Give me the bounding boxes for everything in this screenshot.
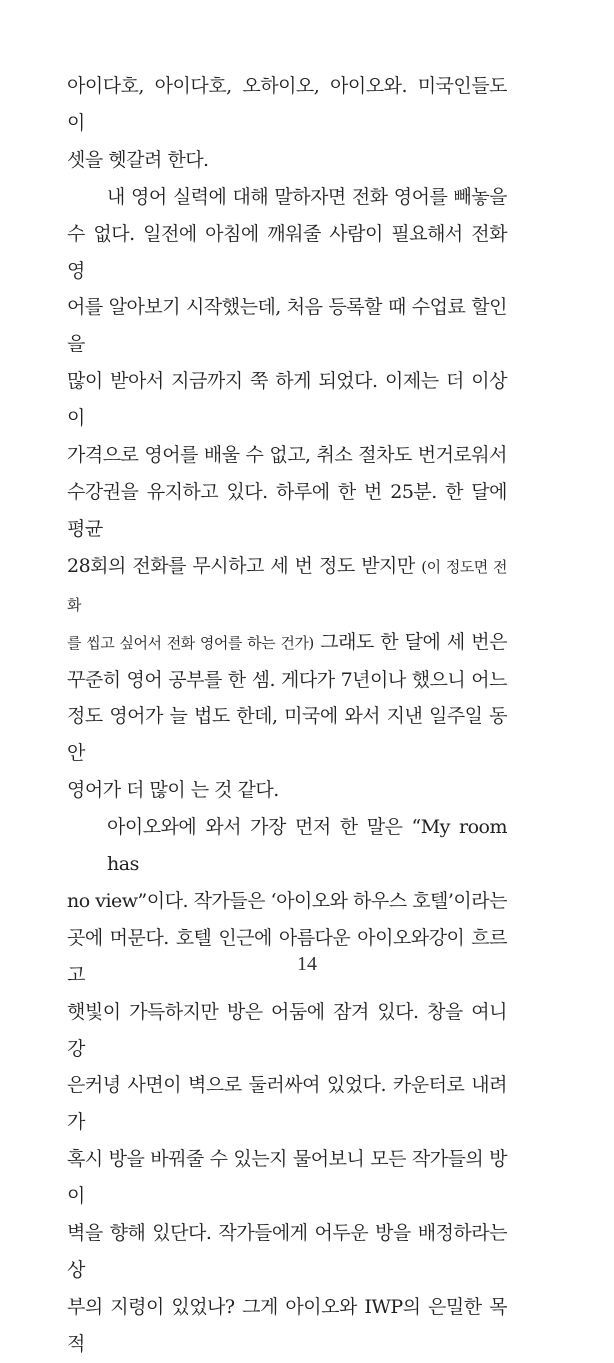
line-text: 많이 받아서 지금까지 쭉 하게 되었다. 이제는 더 이상 이 [67,370,507,430]
line-text: 부의 지령이 있었나? 그게 아이오와 IWP의 은밀한 목적 [67,1295,507,1355]
page-number: 14 [297,953,317,975]
line-text: 곳에 머문다. 호텔 인근에 아름다운 아이오와강이 흐르고 [67,926,507,986]
line-text: 벽을 향해 있단다. 작가들에게 어두운 방을 배정하라는 상 [67,1222,507,1281]
line-text: 수 없다. 일전에 아침에 깨워줄 사람이 필요해서 전화 영 [67,222,507,282]
line-text: 꾸준히 영어 공부를 한 셈. 게다가 7년이나 했으니 어느 [67,668,507,691]
line-text: 햇빛이 가득하지만 방은 어둠에 잠겨 있다. 창을 여니 강 [67,1000,507,1060]
text-line [67,474,507,548]
line-text: no view”이다. 작가들은 ‘아이오와 하우스 호텔’이라는 [67,889,507,912]
line-text: 아이다호, 아이다호, 오하이오, 아이오와. 미국인들도 이 [67,75,507,134]
parenthetical-text: (이 정도면 전화 [67,557,508,614]
text-line [67,772,507,809]
line-text: 영어가 더 많이 는 것 같다. [67,779,279,802]
line-text: 은커녕 사면이 벽으로 둘러싸여 있었다. 카운터로 내려가 [67,1074,507,1134]
text-line [67,363,507,437]
text-line [67,994,507,1068]
text-line [67,179,507,216]
text-line [67,624,507,662]
text-line [67,437,507,474]
line-text: 어를 알아보기 시작했는데, 처음 등록할 때 수업료 할인을 [67,296,507,356]
line-text: 가격으로 영어를 배울 수 없고, 취소 절차도 번거로워서 [67,444,507,467]
text-line [67,1067,507,1141]
text-line [67,142,507,179]
text-line [67,662,507,699]
text-line [67,1215,507,1289]
text-line [67,548,507,624]
line-text: 셋을 헷갈려 한다. [67,148,209,171]
text-line [67,698,507,772]
body-text [67,68,507,1363]
line-text: 혹시 방을 바꿔줄 수 있는지 물어보니 모든 작가들의 방이 [67,1148,507,1208]
text-line [67,1141,507,1215]
line-text: 수강권을 유지하고 있다. 하루에 한 번 25분. 한 달에 평균 [67,480,507,540]
text-line [67,216,507,290]
text-line [67,68,507,142]
line-text: 28회의 전화를 무시하고 세 번 정도 받지만 [67,554,422,577]
text-line [67,883,507,920]
text-line [67,1289,507,1363]
line-text: 아이오와에 와서 가장 먼저 한 말은 “My room has [107,816,507,876]
text-line [67,289,507,363]
line-text: 정도 영어가 늘 법도 한데, 미국에 와서 지낸 일주일 동안 [67,705,507,765]
line-text: 내 영어 실력에 대해 말하자면 전화 영어를 빼놓을 [107,185,507,208]
line-text: 그래도 한 달에 세 번은 [313,630,507,653]
parenthetical-text: 를 씹고 싶어서 전화 영어를 하는 건가) [67,633,314,652]
text-line [67,809,507,883]
